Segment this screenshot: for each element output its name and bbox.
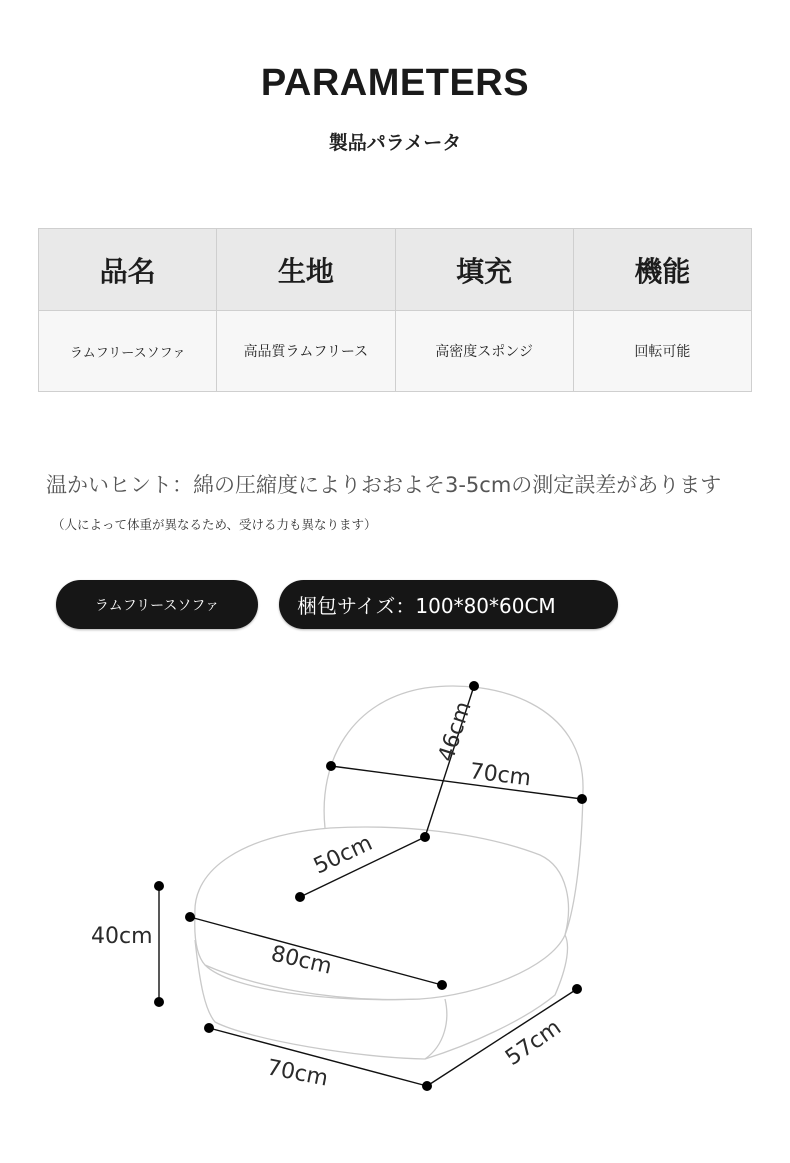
page-title: PARAMETERS: [260, 62, 530, 104]
table-row: [39, 311, 752, 392]
seat-width-label: 80cm: [268, 941, 335, 980]
endpoint-dot: [154, 881, 164, 891]
seat-depth-label: 50cm: [309, 830, 377, 880]
dimension-endpoints: [154, 681, 587, 1091]
endpoint-dot: [422, 1081, 432, 1091]
page-subtitle: 製品パラメータ: [328, 132, 462, 154]
endpoint-dot: [204, 1023, 214, 1033]
table-header-row: [39, 229, 752, 311]
endpoint-dot: [154, 997, 164, 1007]
endpoint-dot: [420, 832, 430, 842]
measurement-hint: 温かいヒント：綿の圧縮度によりおおよそ3-5cmの測定誤差があります: [46, 473, 722, 497]
endpoint-dot: [469, 681, 479, 691]
endpoint-dot: [437, 980, 447, 990]
back-width-label: 70cm: [468, 759, 533, 792]
base-width-label: 70cm: [264, 1055, 331, 1092]
measurement-hint-note: （人によって体重が異なるため、受ける力も異なります）: [52, 517, 377, 532]
value-cell-fabric: 高品質ラムフリース: [217, 311, 395, 392]
header-cell-name: 品名: [39, 229, 217, 311]
endpoint-dot: [185, 912, 195, 922]
header-cell-fabric: 生地: [217, 229, 395, 311]
value-cell-function: 回転可能: [573, 311, 751, 392]
product-name-badge: ラムフリースソファ: [56, 580, 258, 629]
parameters-table: [38, 228, 752, 392]
base-depth-label: 57cm: [501, 1015, 566, 1071]
value-cell-filling: 高密度スポンジ: [395, 311, 573, 392]
package-size-badge: 梱包サイズ：100*80*60CM: [279, 580, 618, 629]
sofa-dimension-diagram: [0, 640, 790, 1163]
seat-height-label: 40cm: [91, 924, 153, 949]
back-width-line: [331, 766, 582, 799]
endpoint-dot: [577, 794, 587, 804]
value-cell-name: ラムフリースソファ: [39, 311, 217, 392]
back-height-label: 46cm: [433, 698, 477, 765]
endpoint-dot: [326, 761, 336, 771]
header-cell-function: 機能: [573, 229, 751, 311]
endpoint-dot: [295, 892, 305, 902]
endpoint-dot: [572, 984, 582, 994]
header-cell-filling: 填充: [395, 229, 573, 311]
sofa-outline: [195, 686, 583, 1059]
